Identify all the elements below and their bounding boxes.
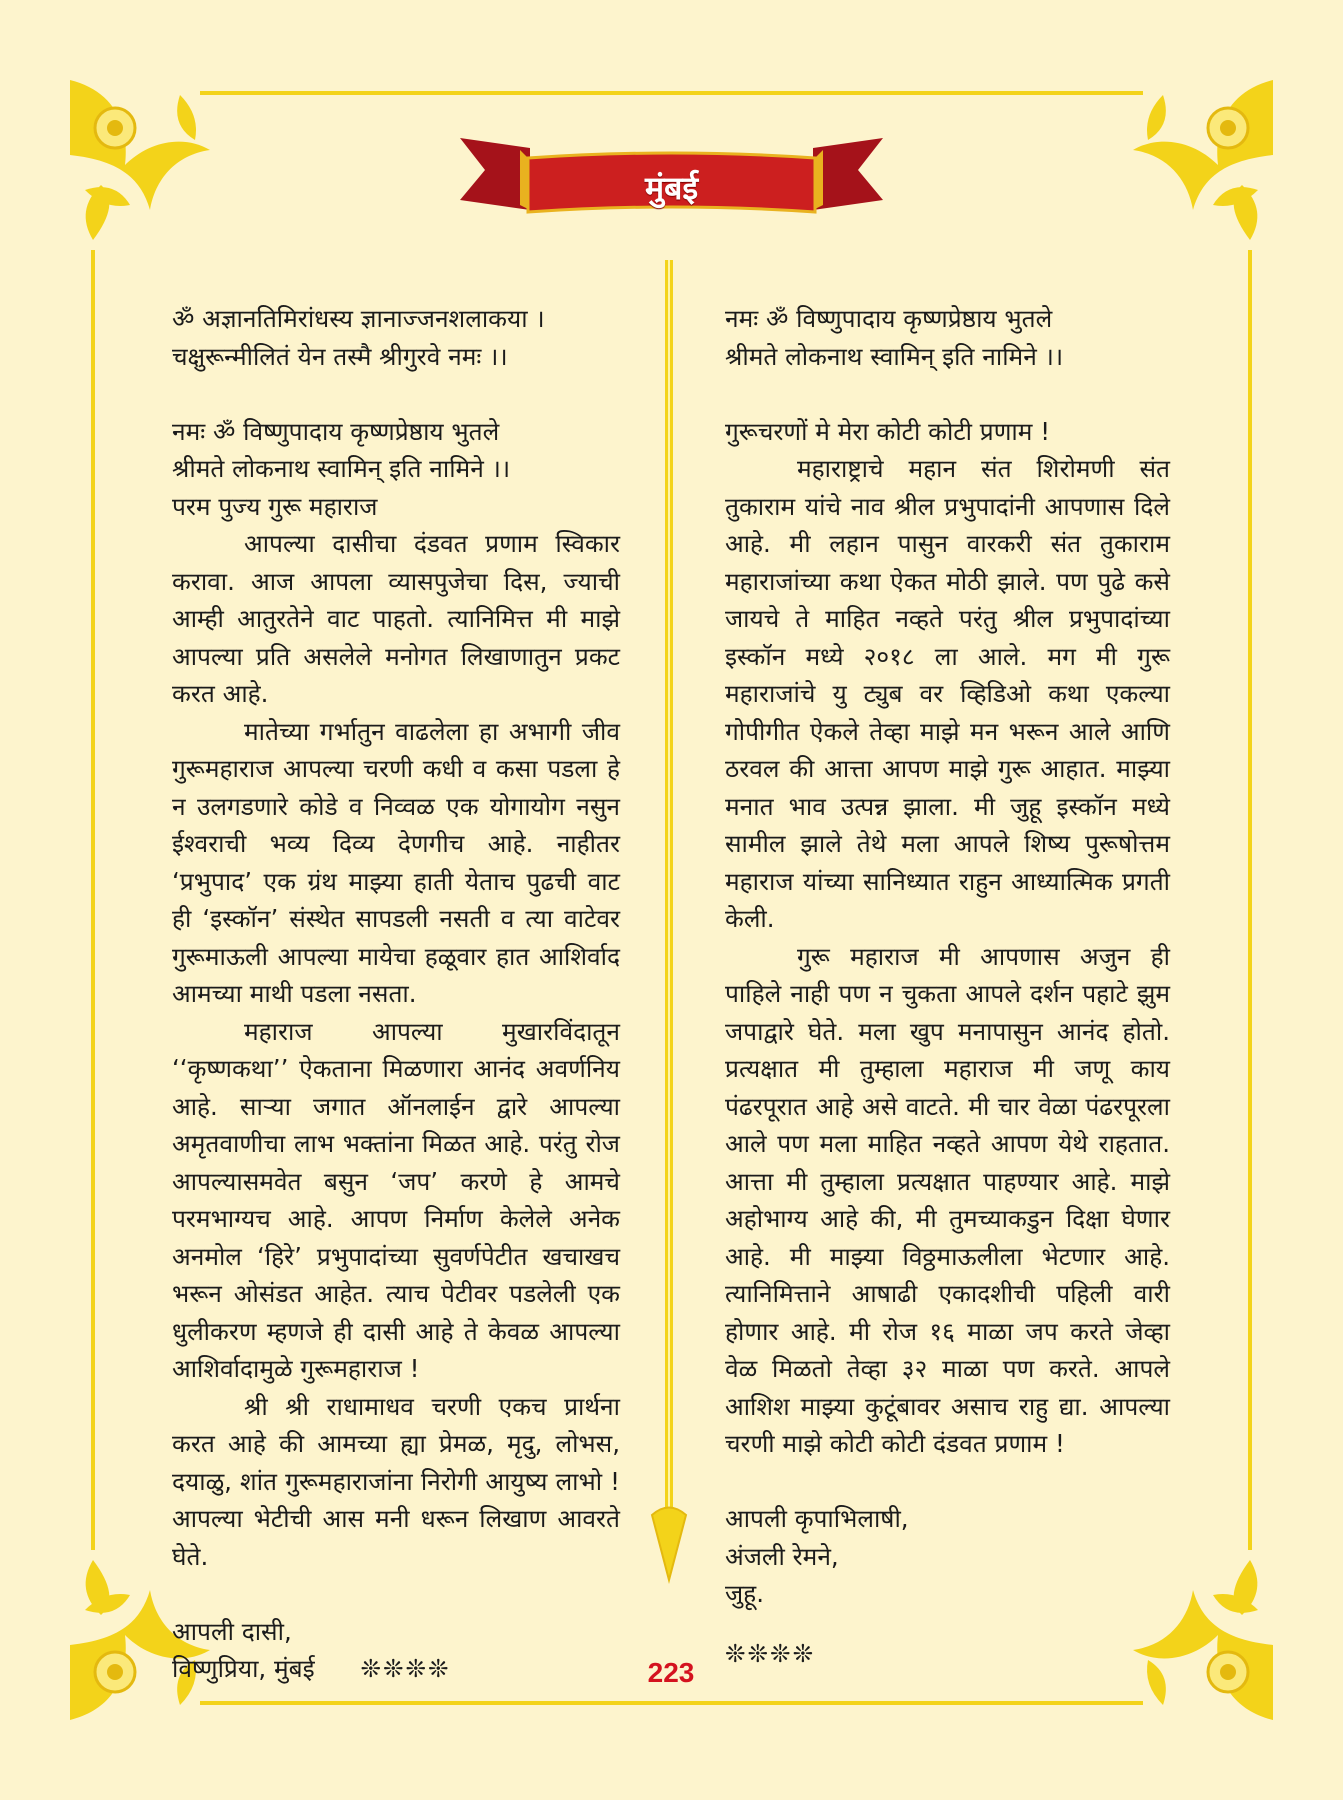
invocation-line: चक्षुरून्मीलितं येन तस्मै श्रीगुरवे नमः ।। [172, 341, 508, 371]
section-end-stars: ❊❊❊❊ [725, 1638, 816, 1668]
paragraph: महाराष्ट्राचे महान संत शिरोमणी संत तुकाराम यांचे नाव श्रील प्रभुपादांनी आपणास दिले आहे. मी लहान पासुन वारकरी संत तुकाराम महाराजांच्या कथा ऐकत मोठी झाले. पण पुढे कसे जायचे ते माहित नव्हते परंतु श्रील प्रभुपादांच्या इस्कॉन मध्ये २०१८ ला आले. मग मी गुरू महाराजांचे यु ट्युब वर व्हिडिओ कथा एकल्या गोपीगीत ऐकले तेव्हा माझे मन भरून आले आणि ठरवल की आत्ता आपण माझे गुरू आहात. माझ्या मनात भाव उत्पन्न झाला. मी जुहू इस्कॉन मध्ये सामील झाले तेथे मला आपले शिष्य पुरूषोत्तम महाराज यांच्या सानिध्यात राहुन आध्यात्मिक प्रगती केली. [725, 454, 1170, 933]
column-divider [652, 260, 686, 1580]
paragraph: मातेच्या गर्भातुन वाढलेला हा अभागी जीव गुरूमहाराज आपल्या चरणी कधी व कसा पडला हे न उलगडणारे कोडे व निव्वळ एक योगायोग नसुन ईश्वराची भव्य दिव्य देणगीच आहे. नाहीतर ‘प्रभुपाद’ एक ग्रंथ माझ्या हाती येताच पुढची वाट ही ‘इस्कॉन’ संस्थेत सापडली नसती व त्या वाटेवर गुरूमाऊली आपल्या मायेचा हळूवार हात आशिर्वाद आमच्या माथी पडला नसता. [172, 716, 620, 1008]
signature-line [172, 1650, 620, 1688]
signature: अंजली रेमने, [725, 1541, 839, 1571]
salutation: गुरूचरणों मे मेरा कोटी कोटी प्रणाम ! [725, 416, 1051, 446]
corner-top-right [1133, 80, 1273, 210]
place: जुहू. [725, 1579, 764, 1608]
right-column [725, 300, 1170, 1672]
section-end-stars: ❊❊❊❊ [360, 1654, 451, 1683]
salutation: परम पुज्य गुरू महाराज [172, 491, 378, 521]
closing: आपली कृपाभिलाषी, [725, 1504, 909, 1533]
paragraph: आपल्या दासीचा दंडवत प्रणाम स्विकार करावा. आज आपला व्यासपुजेचा दिस, ज्याची आम्ही आतुरतेने वाट पाहतो. त्यानिमित्त मी माझे आपल्या प्रति असलेले मनोगत लिखाणातुन प्रकट करत आहे. [172, 529, 620, 708]
pranati-line: नमः ॐ विष्णुपादाय कृष्णप्रेष्ठाय भुतले [725, 304, 1053, 333]
section-title: मुंबई [644, 169, 699, 207]
signature: विष्णुप्रिया, मुंबई [172, 1654, 315, 1683]
closing: आपली दासी, [172, 1616, 292, 1646]
invocation-line: ॐ अज्ञानतिमिरांधस्य ज्ञानाज्जनशलाकया । [172, 304, 545, 333]
corner-top-left [70, 80, 210, 210]
left-column [172, 300, 620, 1688]
page-number: 223 [647, 1657, 695, 1688]
paragraph: महाराज आपल्या मुखारविंदातून ‘‘कृष्णकथा’’ ऐकताना मिळणारा आनंद अवर्णनिय आहे. साऱ्या जगात ऑनलाईन द्वारे आपल्या अमृतवाणीचा लाभ भक्तांना मिळत आहे. परंतु रोज आपल्यासमवेत बसुन ‘जप’ करणे हे आमचे परमभाग्यच आहे. आपण निर्माण केलेले अनेक अनमोल ‘हिरे’ प्रभुपादांच्या सुवर्णपेटीत खचाखच भरून ओसंडत आहेत. त्याच पेटीवर पडलेली एक धुलीकरण म्हणजे ही दासी आहे ते केवळ आपल्या आशिर्वादामुळे गुरूमहाराज ! [172, 1016, 620, 1383]
paragraph: गुरू महाराज मी आपणास अजुन ही पाहिले नाही पण न चुकता आपले दर्शन पहाटे झुम जपाद्वारे घेते. मला खुप मनापासुन आनंद होतो. प्रत्यक्षात मी तुम्हाला महाराज मी जणू काय पंढरपूरात आहे असे वाटते. मी चार वेळा पंढरपूरला आले पण मला माहित नव्हते आपण येथे राहतात. आत्ता मी तुम्हाला प्रत्यक्षात पाहण्यार आहे. माझे अहोभाग्य आहे की, मी तुमच्याकडुन दिक्षा घेणार आहे. मी माझ्या विठ्ठमाऊलीला भेटणार आहे. त्यानिमित्ताने आषाढी एकादशीची पहिली वारी होणार आहे. मी रोज १६ माळा जप करते जेव्हा वेळ मिळतो तेव्हा ३२ माळा पण करते. आपले आशिश माझ्या कुटूंबावर असाच राहु द्या. आपल्या चरणी माझे कोटी कोटी दंडवत प्रणाम ! [725, 941, 1170, 1458]
pranati-line: श्रीमते लोकनाथ स्वामिन् इति नामिने ।। [725, 341, 1064, 371]
paragraph: श्री श्री राधामाधव चरणी एकच प्रार्थना करत आहे की आमच्या ह्या प्रेमळ, मृदु, लोभस, दयाळु, शांत गुरूमहाराजांना निरोगी आयुष्य लाभो !आपल्या भेटीची आस मनी धरून लिखाण आवरते घेते. [172, 1391, 620, 1571]
pranati-line: श्रीमते लोकनाथ स्वामिन् इति नामिने ।। [172, 454, 511, 483]
pranati-line: नमः ॐ विष्णुपादाय कृष्णप्रेष्ठाय भुतले [172, 416, 500, 446]
